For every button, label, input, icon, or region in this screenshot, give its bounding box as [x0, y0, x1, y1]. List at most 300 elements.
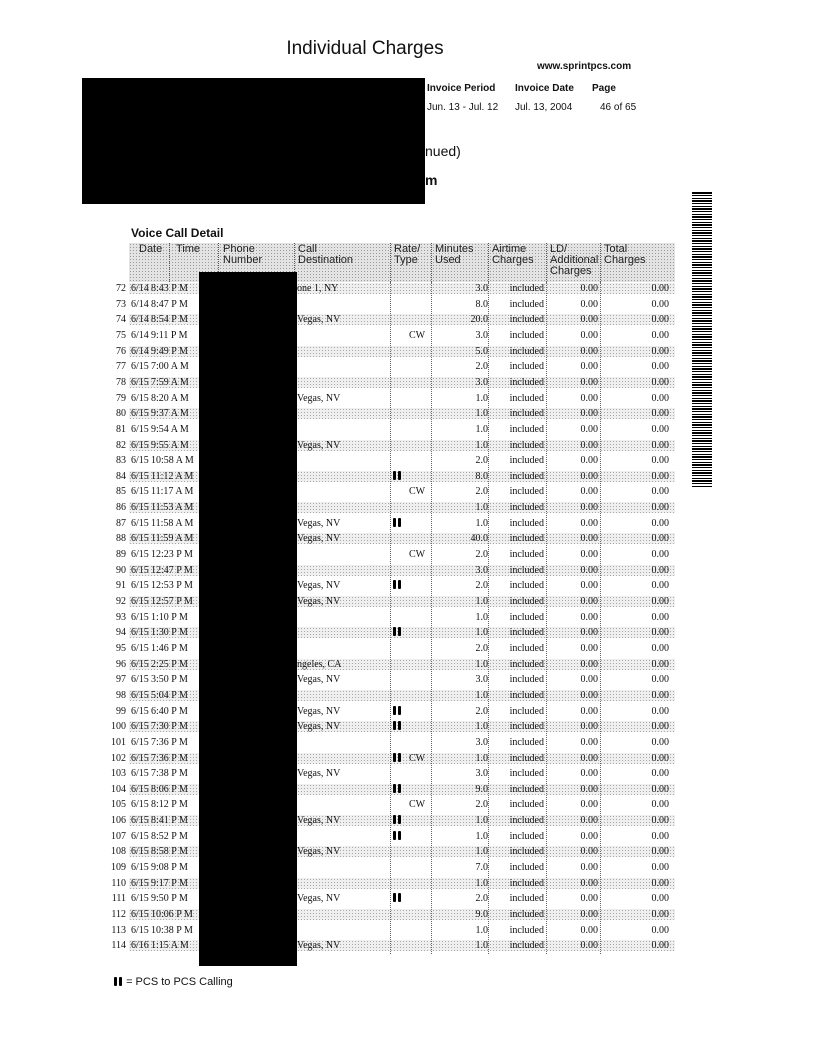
cell-airtime: included	[509, 846, 544, 858]
cell-ld-charges: 0.00	[580, 815, 598, 827]
cell-date: 6/15	[131, 627, 149, 639]
cell-airtime: included	[509, 862, 544, 874]
cell-total: 0.00	[651, 674, 669, 686]
pcs-to-pcs-icon	[392, 705, 402, 718]
cell-total: 0.00	[651, 549, 669, 561]
cell-total: 0.00	[651, 596, 669, 607]
cell-total: 0.00	[651, 517, 669, 529]
cell-ld-charges: 0.00	[580, 361, 598, 373]
cell-ld-charges: 0.00	[580, 642, 598, 654]
table-row	[0, 736, 816, 749]
cell-minutes: 1.0	[475, 439, 488, 451]
cell-ld-charges: 0.00	[580, 517, 598, 529]
cell-time: 9:55 A M	[151, 439, 189, 451]
cell-total: 0.00	[651, 533, 669, 545]
table-row	[0, 532, 816, 545]
invoice-period-value: Jun. 13 - Jul. 12	[427, 102, 499, 113]
cell-time: 11:12 A M	[151, 470, 194, 482]
cell-ld-charges: 0.00	[580, 314, 598, 326]
table-row	[0, 752, 816, 765]
cell-destination: Vegas, NV	[297, 533, 341, 545]
cell-date: 6/15	[131, 909, 149, 920]
cell-minutes: 2.0	[475, 361, 488, 373]
cell-ld-charges: 0.00	[580, 877, 598, 889]
cell-time: 10:38 P M	[151, 924, 193, 936]
cell-airtime: included	[509, 345, 544, 357]
cell-ld-charges: 0.00	[580, 721, 598, 733]
cell-ld-charges: 0.00	[580, 627, 598, 639]
cell-total: 0.00	[651, 940, 669, 952]
cell-time: 9:50 P M	[151, 893, 188, 905]
page-number-value: 46 of 65	[600, 102, 637, 113]
cell-date: 6/15	[131, 799, 149, 811]
cell-date: 6/14	[131, 314, 149, 326]
row-number: 90	[116, 564, 126, 576]
website-url: www.sprintpcs.com	[537, 61, 632, 72]
row-number: 77	[116, 361, 126, 373]
cell-airtime: included	[509, 627, 544, 639]
pcs-to-pcs-icon	[113, 977, 123, 986]
cell-time: 1:10 P M	[151, 611, 188, 623]
invoice-date-label: Invoice Date	[515, 83, 574, 94]
cell-ld-charges: 0.00	[580, 799, 598, 811]
row-number: 74	[116, 314, 126, 326]
pcs-to-pcs-icon	[392, 752, 402, 765]
cell-airtime: included	[509, 376, 544, 388]
cell-time: 8:43 P M	[151, 283, 188, 294]
cell-ld-charges: 0.00	[580, 909, 598, 920]
cell-airtime: included	[509, 783, 544, 795]
col-total-header: Total Charges	[604, 243, 646, 266]
table-row	[0, 720, 816, 733]
cell-ld-charges: 0.00	[580, 502, 598, 514]
cell-time: 7:38 P M	[151, 768, 188, 780]
cell-date: 6/14	[131, 329, 149, 341]
cell-total: 0.00	[651, 830, 669, 842]
cell-date: 6/15	[131, 736, 149, 748]
cell-date: 6/15	[131, 862, 149, 874]
cell-date: 6/15	[131, 721, 149, 733]
pcs-to-pcs-icon	[392, 579, 402, 592]
cell-destination: one 1, NY	[297, 283, 339, 294]
cell-minutes: 3.0	[475, 376, 488, 388]
table-row	[0, 548, 816, 561]
cell-date: 6/15	[131, 470, 149, 482]
pcs-to-pcs-icon	[392, 830, 402, 843]
cell-minutes: 1.0	[475, 940, 488, 952]
pcs-to-pcs-icon	[392, 517, 402, 530]
cell-minutes: 1.0	[475, 924, 488, 936]
cell-date: 6/15	[131, 752, 149, 764]
cell-time: 1:46 P M	[151, 642, 188, 654]
cell-destination: ngeles, CA	[297, 658, 342, 670]
cell-ld-charges: 0.00	[580, 658, 598, 670]
table-row	[0, 501, 816, 514]
row-number: 107	[111, 830, 126, 842]
cell-destination: Vegas, NV	[297, 940, 341, 952]
table-row	[0, 313, 816, 326]
cell-destination: Vegas, NV	[297, 893, 341, 905]
cell-time: 1:15 A M	[151, 940, 189, 952]
cell-time: 8:52 P M	[151, 830, 188, 842]
table-row	[0, 673, 816, 686]
cell-ld-charges: 0.00	[580, 408, 598, 420]
cell-total: 0.00	[651, 783, 669, 795]
cell-total: 0.00	[651, 752, 669, 764]
table-row	[0, 658, 816, 671]
cell-minutes: 8.0	[475, 470, 488, 482]
cell-destination: Vegas, NV	[297, 392, 341, 404]
table-row	[0, 877, 816, 890]
cell-time: 6:40 P M	[151, 705, 188, 717]
cell-time: 12:57 P M	[151, 596, 193, 607]
cell-destination: Vegas, NV	[297, 674, 341, 686]
legend-text: = PCS to PCS Calling	[126, 976, 233, 988]
cell-time: 7:30 P M	[151, 721, 188, 733]
cell-total: 0.00	[651, 376, 669, 388]
row-number: 72	[116, 283, 126, 294]
cell-ld-charges: 0.00	[580, 736, 598, 748]
invoice-date-value: Jul. 13, 2004	[515, 102, 573, 113]
table-row	[0, 830, 816, 843]
cell-total: 0.00	[651, 298, 669, 310]
cell-total: 0.00	[651, 658, 669, 670]
table-row	[0, 845, 816, 858]
cell-date: 6/15	[131, 596, 149, 607]
row-number: 110	[111, 877, 126, 889]
cell-date: 6/15	[131, 658, 149, 670]
col-airtime-header: Airtime Charges	[492, 243, 534, 266]
cell-date: 6/15	[131, 517, 149, 529]
row-number: 86	[116, 502, 126, 514]
cell-minutes: 2.0	[475, 549, 488, 561]
cell-minutes: 2.0	[475, 455, 488, 467]
table-row	[0, 423, 816, 436]
cell-minutes: 2.0	[475, 486, 488, 498]
cell-airtime: included	[509, 642, 544, 654]
cell-time: 9:54 A M	[151, 423, 189, 435]
cell-airtime: included	[509, 752, 544, 764]
cell-ld-charges: 0.00	[580, 783, 598, 795]
cell-total: 0.00	[651, 893, 669, 905]
table-row	[0, 892, 816, 905]
row-number: 79	[116, 392, 126, 404]
cell-ld-charges: 0.00	[580, 705, 598, 717]
table-row	[0, 861, 816, 874]
table-row	[0, 470, 816, 483]
cell-airtime: included	[509, 893, 544, 905]
cell-time: 8:06 P M	[151, 783, 188, 795]
cell-ld-charges: 0.00	[580, 674, 598, 686]
cell-total: 0.00	[651, 486, 669, 498]
cell-minutes: 40.0	[470, 533, 488, 545]
cell-destination: Vegas, NV	[297, 580, 341, 592]
cell-ld-charges: 0.00	[580, 455, 598, 467]
table-row	[0, 595, 816, 608]
row-number: 88	[116, 533, 126, 545]
cell-time: 8:41 P M	[151, 815, 188, 827]
redaction-block-phone-column	[199, 272, 297, 966]
cell-total: 0.00	[651, 361, 669, 373]
cell-date: 6/15	[131, 533, 149, 545]
cell-airtime: included	[509, 564, 544, 576]
cell-ld-charges: 0.00	[580, 564, 598, 576]
cell-ld-charges: 0.00	[580, 439, 598, 451]
cell-ld-charges: 0.00	[580, 345, 598, 357]
cell-minutes: 1.0	[475, 408, 488, 420]
cell-date: 6/14	[131, 298, 149, 310]
cell-minutes: 3.0	[475, 768, 488, 780]
cell-airtime: included	[509, 439, 544, 451]
cell-time: 12:23 P M	[151, 549, 193, 561]
cell-time: 2:25 P M	[151, 658, 188, 670]
cell-ld-charges: 0.00	[580, 283, 598, 294]
cell-minutes: 1.0	[475, 423, 488, 435]
cell-total: 0.00	[651, 423, 669, 435]
cell-airtime: included	[509, 361, 544, 373]
invoice-period-label: Invoice Period	[427, 83, 496, 94]
cell-time: 10:58 A M	[151, 455, 194, 467]
cell-ld-charges: 0.00	[580, 596, 598, 607]
cell-time: 5:04 P M	[151, 689, 188, 701]
row-number: 83	[116, 455, 126, 467]
cell-airtime: included	[509, 815, 544, 827]
cell-time: 8:54 P M	[151, 314, 188, 326]
row-number: 98	[116, 689, 126, 701]
cell-airtime: included	[509, 298, 544, 310]
cell-date: 6/15	[131, 502, 149, 514]
redaction-block	[82, 78, 425, 204]
cell-ld-charges: 0.00	[580, 549, 598, 561]
table-row	[0, 454, 816, 467]
row-number: 114	[111, 940, 126, 952]
header-text-fragment: nued)	[425, 143, 461, 159]
cell-ld-charges: 0.00	[580, 533, 598, 545]
cell-total: 0.00	[651, 721, 669, 733]
cell-date: 6/15	[131, 705, 149, 717]
row-number: 84	[116, 470, 126, 482]
cell-time: 7:59 A M	[151, 376, 189, 388]
cell-total: 0.00	[651, 689, 669, 701]
cell-airtime: included	[509, 924, 544, 936]
table-row	[0, 611, 816, 624]
cell-time: 8:20 A M	[151, 392, 189, 404]
cell-time: 11:59 A M	[151, 533, 194, 545]
cell-destination: Vegas, NV	[297, 721, 341, 733]
table-row	[0, 798, 816, 811]
row-number: 113	[111, 924, 126, 936]
cell-ld-charges: 0.00	[580, 830, 598, 842]
cell-total: 0.00	[651, 924, 669, 936]
table-row	[0, 767, 816, 780]
cell-total: 0.00	[651, 314, 669, 326]
cell-destination: Vegas, NV	[297, 517, 341, 529]
cell-destination: Vegas, NV	[297, 439, 341, 451]
table-row	[0, 579, 816, 592]
row-number: 80	[116, 408, 126, 420]
row-number: 108	[111, 846, 126, 858]
cell-date: 6/15	[131, 830, 149, 842]
cell-airtime: included	[509, 392, 544, 404]
row-number: 104	[111, 783, 126, 795]
row-number: 99	[116, 705, 126, 717]
cell-airtime: included	[509, 909, 544, 920]
table-row	[0, 282, 816, 295]
cell-ld-charges: 0.00	[580, 580, 598, 592]
row-number: 73	[116, 298, 126, 310]
cell-ld-charges: 0.00	[580, 768, 598, 780]
cell-date: 6/15	[131, 642, 149, 654]
cell-minutes: 3.0	[475, 564, 488, 576]
cell-rate-type: CW	[408, 549, 426, 561]
cell-time: 7:36 P M	[151, 752, 188, 764]
row-number: 76	[116, 345, 126, 357]
table-row	[0, 924, 816, 937]
row-number: 106	[111, 815, 126, 827]
row-number: 91	[116, 580, 126, 592]
cell-minutes: 3.0	[475, 283, 488, 294]
cell-minutes: 2.0	[475, 642, 488, 654]
cell-airtime: included	[509, 658, 544, 670]
table-row	[0, 298, 816, 311]
row-number: 105	[111, 799, 126, 811]
cell-airtime: included	[509, 674, 544, 686]
cell-ld-charges: 0.00	[580, 611, 598, 623]
cell-destination: Vegas, NV	[297, 596, 341, 607]
cell-time: 7:36 P M	[151, 736, 188, 748]
cell-minutes: 1.0	[475, 502, 488, 514]
cell-date: 6/14	[131, 283, 149, 294]
cell-ld-charges: 0.00	[580, 862, 598, 874]
cell-date: 6/15	[131, 486, 149, 498]
cell-date: 6/15	[131, 611, 149, 623]
cell-ld-charges: 0.00	[580, 376, 598, 388]
cell-date: 6/15	[131, 580, 149, 592]
cell-airtime: included	[509, 596, 544, 607]
cell-time: 1:30 P M	[151, 627, 188, 639]
cell-airtime: included	[509, 502, 544, 514]
row-number: 97	[116, 674, 126, 686]
cell-minutes: 1.0	[475, 611, 488, 623]
cell-destination: Vegas, NV	[297, 314, 341, 326]
cell-minutes: 2.0	[475, 799, 488, 811]
cell-total: 0.00	[651, 283, 669, 294]
cell-rate-type: CW	[408, 799, 426, 811]
row-number: 102	[111, 752, 126, 764]
cell-airtime: included	[509, 470, 544, 482]
table-row	[0, 376, 816, 389]
cell-total: 0.00	[651, 392, 669, 404]
cell-minutes: 1.0	[475, 752, 488, 764]
row-number: 81	[116, 423, 126, 435]
row-number: 93	[116, 611, 126, 623]
row-number: 103	[111, 768, 126, 780]
cell-time: 12:47 P M	[151, 564, 193, 576]
cell-time: 11:53 A M	[151, 502, 194, 514]
cell-destination: Vegas, NV	[297, 815, 341, 827]
cell-date: 6/15	[131, 408, 149, 420]
row-number: 101	[111, 736, 126, 748]
cell-minutes: 1.0	[475, 658, 488, 670]
cell-minutes: 1.0	[475, 627, 488, 639]
cell-minutes: 2.0	[475, 580, 488, 592]
col-ld-header: LD/ Additional Charges	[550, 243, 599, 277]
cell-minutes: 1.0	[475, 517, 488, 529]
cell-date: 6/15	[131, 361, 149, 373]
row-number: 112	[111, 909, 126, 920]
cell-date: 6/15	[131, 392, 149, 404]
cell-minutes: 20.0	[470, 314, 488, 326]
cell-airtime: included	[509, 705, 544, 717]
cell-ld-charges: 0.00	[580, 924, 598, 936]
row-number: 100	[111, 721, 126, 733]
table-row	[0, 689, 816, 702]
cell-rate-type: CW	[408, 486, 426, 498]
cell-time: 9:49 P M	[151, 345, 188, 357]
table-row	[0, 705, 816, 718]
cell-total: 0.00	[651, 455, 669, 467]
cell-date: 6/15	[131, 549, 149, 561]
row-number: 94	[116, 627, 126, 639]
cell-date: 6/15	[131, 815, 149, 827]
row-number: 78	[116, 376, 126, 388]
cell-minutes: 1.0	[475, 877, 488, 889]
cell-date: 6/14	[131, 345, 149, 357]
table-row	[0, 908, 816, 921]
cell-total: 0.00	[651, 877, 669, 889]
cell-date: 6/15	[131, 423, 149, 435]
cell-time: 10:06 P M	[151, 909, 193, 920]
cell-rate-type: CW	[408, 329, 426, 341]
cell-airtime: included	[509, 736, 544, 748]
cell-total: 0.00	[651, 909, 669, 920]
cell-total: 0.00	[651, 799, 669, 811]
pcs-to-pcs-icon	[392, 814, 402, 827]
cell-airtime: included	[509, 329, 544, 341]
cell-total: 0.00	[651, 768, 669, 780]
cell-airtime: included	[509, 877, 544, 889]
cell-date: 6/15	[131, 439, 149, 451]
col-time-header: Time	[176, 243, 201, 255]
cell-ld-charges: 0.00	[580, 329, 598, 341]
table-row	[0, 485, 816, 498]
cell-minutes: 2.0	[475, 893, 488, 905]
cell-minutes: 3.0	[475, 674, 488, 686]
row-number: 95	[116, 642, 126, 654]
cell-total: 0.00	[651, 580, 669, 592]
table-row	[0, 407, 816, 420]
cell-airtime: included	[509, 580, 544, 592]
table-row	[0, 329, 816, 342]
cell-minutes: 8.0	[475, 298, 488, 310]
cell-time: 8:47 P M	[151, 298, 188, 310]
cell-date: 6/16	[131, 940, 149, 952]
table-row	[0, 345, 816, 358]
cell-total: 0.00	[651, 705, 669, 717]
cell-time: 9:08 P M	[151, 862, 188, 874]
col-rate-header: Rate/ Type	[394, 243, 421, 266]
cell-minutes: 1.0	[475, 815, 488, 827]
cell-time: 9:37 A M	[151, 408, 189, 420]
cell-total: 0.00	[651, 611, 669, 623]
cell-time: 8:58 P M	[151, 846, 188, 858]
cell-airtime: included	[509, 940, 544, 952]
cell-date: 6/15	[131, 893, 149, 905]
cell-airtime: included	[509, 517, 544, 529]
cell-time: 11:17 A M	[151, 486, 194, 498]
cell-minutes: 1.0	[475, 721, 488, 733]
table-row	[0, 642, 816, 655]
